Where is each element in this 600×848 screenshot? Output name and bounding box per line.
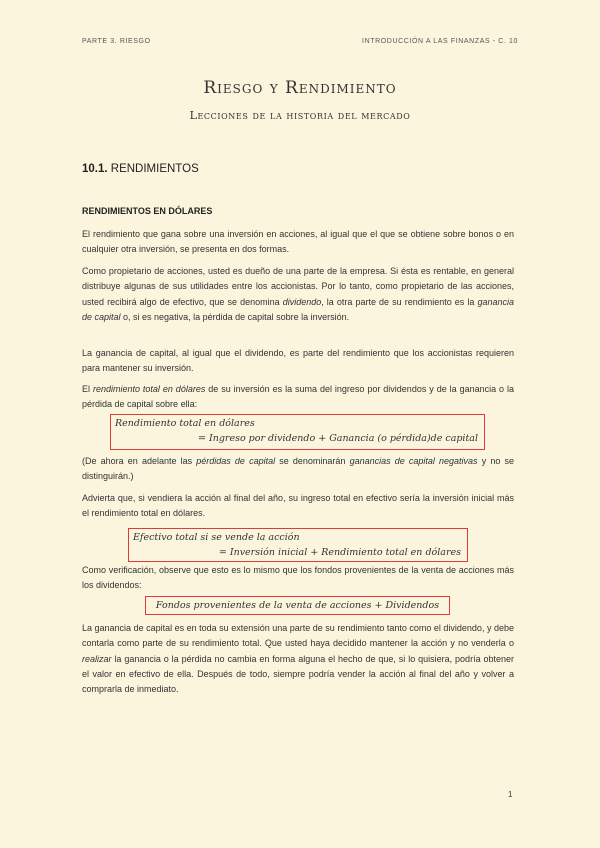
- subsection-heading: RENDIMIENTOS EN DÓLARES: [82, 206, 213, 216]
- formula-1-line-1: Rendimiento total en dólares: [115, 418, 255, 429]
- section-label: RENDIMIENTOS: [110, 163, 199, 175]
- formula-3-line-1: Fondos provenientes de la venta de acciones + Dividendos: [155, 600, 440, 611]
- term-rendimiento-total: rendimiento total en dólares: [92, 384, 206, 394]
- paragraph-3: La ganancia de capital, al igual que el dividendo, es parte del rendimiento que los accionistas requieren para mantener su inversión.: [82, 348, 514, 374]
- formula-efectivo-total: [128, 528, 468, 562]
- section-heading: [82, 163, 199, 175]
- paragraph-1: El rendimiento que gana sobre una inversión en acciones, al igual que el que se obtiene sobre bonos o en cualquier otra inversión, se presenta en dos formas.: [82, 229, 514, 255]
- paragraph-5: (De ahora en adelante las pérdidas de capital se denominarán ganancias de capital negativas y no se distinguirán.): [82, 456, 514, 482]
- formula-fondos-venta: [145, 596, 450, 615]
- term-ganancia-capital: ganancia de capital: [82, 296, 515, 322]
- paragraph-6: Advierta que, si vendiera la acción al final del año, su ingreso total en efectivo sería la inversión inicial más el rendimiento total en dólares.: [82, 493, 514, 519]
- formula-1-line-2: = Ingreso por dividendo + Ganancia (o pérdida)de capital: [197, 433, 478, 444]
- paragraph-7: Como verificación, observe que esto es lo mismo que los fondos provenientes de la venta de acciones más los dividendos:: [82, 565, 514, 591]
- paragraph-4: El rendimiento total en dólares de su inversión es la suma del ingreso por dividendos y de la ganancia o la pérdida de capital sobre ella:: [82, 384, 515, 410]
- chapter-subtitle: Lecciones de la historia del mercado: [189, 109, 411, 122]
- formula-2-line-2: = Inversión inicial + Rendimiento total en dólares: [218, 547, 461, 558]
- chapter-title: Riesgo y Rendimiento: [203, 78, 397, 98]
- section-number: 10.1.: [82, 163, 108, 175]
- paragraph-8: La ganancia de capital es en toda su extensión una parte de su rendimiento tanto como el dividendo, y debe contarla como parte de su rendimiento total. Que usted haya decidido mantener la acción y no venderla o realizar la ganancia o la pérdida no cambia en forma alguna el hecho de que, si lo quisiera, podría obtener el valor en efectivo de ella. Después de todo, siempre podría vender la acción al final del año y volver a comprarla de inmediato.: [82, 623, 514, 695]
- term-realizar: realizar: [82, 653, 112, 664]
- formula-rendimiento-total: [110, 414, 485, 450]
- running-header-left: PARTE 3. RIESGO: [82, 38, 151, 45]
- page-number: 1: [508, 790, 513, 799]
- running-header-right: INTRODUCCIÓN A LAS FINANZAS - C. 10: [362, 38, 518, 45]
- paragraph-2: Como propietario de acciones, usted es dueño de una parte de la empresa. Si ésta es rentable, en general distribuye algunas de sus utilidades entre los accionistas. Por lo tanto, como propietario de las acciones, usted recibirá algo de efectivo, que se denomina dividendo, la otra parte de su rendimiento es la ganancia de capital o, si es negativa, la pérdida de capital sobre la inversión.: [82, 266, 515, 322]
- formula-2-line-1: Efectivo total si se vende la acción: [133, 532, 300, 543]
- term-dividendo: dividendo: [282, 296, 322, 307]
